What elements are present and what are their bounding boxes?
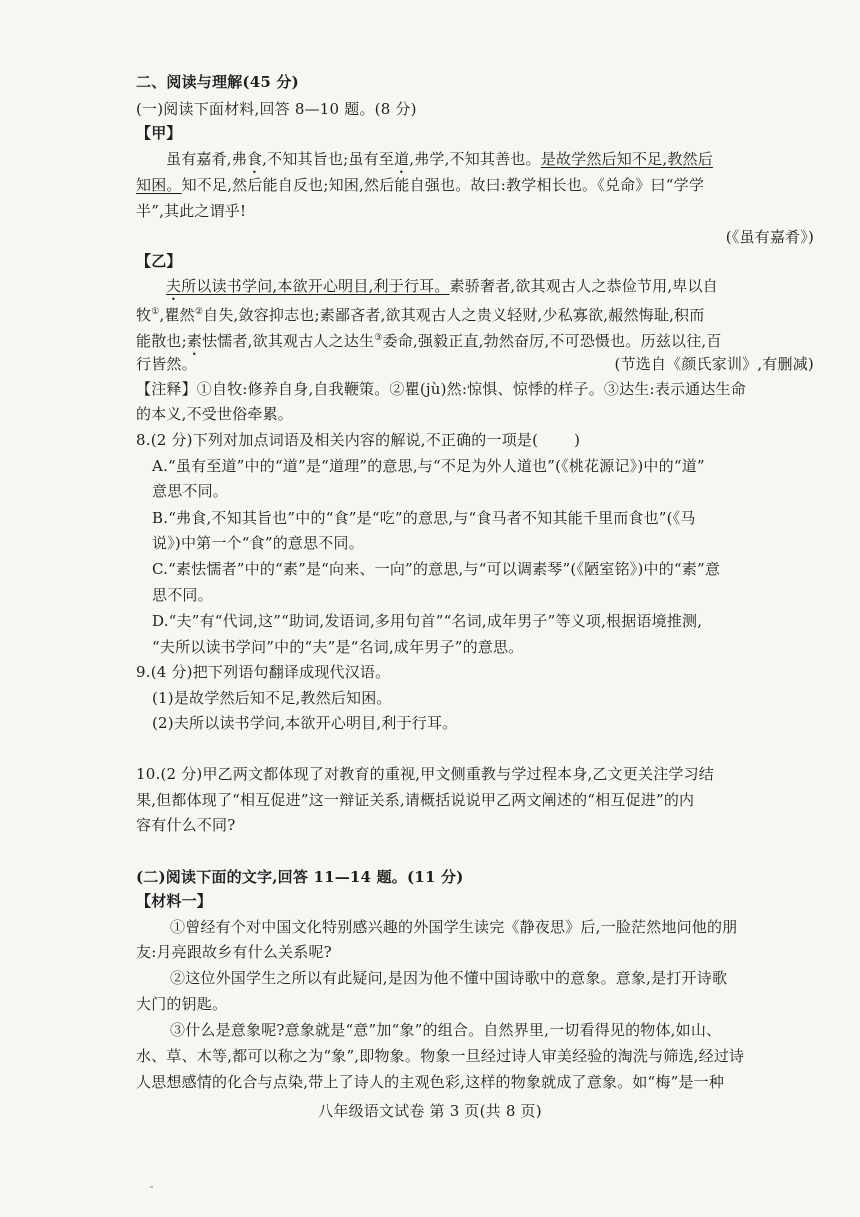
section-heading: 二、阅读与理解(45 分)	[136, 73, 299, 91]
yi-source: (节选自《颜氏家训》,有删减)	[614, 355, 814, 373]
yi-line-4: 行皆然。	[136, 355, 197, 373]
m1-p2-line-1: ②这位外国学生之所以有此疑问,是因为他不懂中国诗歌中的意象。意象,是打开诗歌	[170, 969, 728, 987]
q8-option-d: D.“夫”有“代词,这”“助词,发语词,多用句首”“名词,成年男子”等义项,根据语境推测,	[152, 612, 703, 630]
q8-option-c: C.“素怯懦者”中的“素”是“向来、一向”的意思,与“可以调素琴”(《陋室铭》)中的“素”意	[152, 560, 721, 578]
q10-line-1: 10.(2 分)甲乙两文都体现了对教育的重视,甲文侧重教与学过程本身,乙文更关注学习结	[136, 765, 715, 783]
part1-intro: (一)阅读下面材料,回答 8—10 题。(8 分)	[136, 100, 417, 118]
m1-p1-line-1: ①曾经有个对中国文化特别感兴趣的外国学生读完《静夜思》后,一脸茫然地问他的朋	[170, 918, 738, 936]
jia-line-2: 知困。知不足,然后能自反也;知困,然后能自强也。故曰:教学相长也。《兑命》曰“学学	[136, 176, 705, 194]
jia-label: 【甲】	[136, 124, 182, 142]
q8-option-b: B.“弗食,不知其旨也”中的“食”是“吃”的意思,与“食马者不知其能千里而食也”(《马	[152, 509, 696, 527]
q8-option-c-cont: 思不同。	[152, 586, 213, 604]
notes-line-1: 【注释】①自牧:修养自身,自我鞭策。②瞿(jù)然:惊惧、惊悸的样子。③达生:表示通达生命	[136, 380, 746, 398]
q9-sentence-1: (1)是故学然后知不足,教然后知困。	[152, 689, 392, 707]
m1-p1-line-2: 友:月亮跟故乡有什么关系呢?	[136, 943, 332, 961]
jia-line-1: 虽有嘉肴,弗食,不知其旨也;虽有至道,弗学,不知其善也。是故学然后知不足,教然后	[166, 150, 713, 168]
part2-intro: (二)阅读下面的文字,回答 11—14 题。(11 分)	[136, 868, 464, 886]
page-footer: 八年级语文试卷 第 3 页(共 8 页)	[318, 1102, 542, 1120]
jia-source: (《虽有嘉肴》)	[725, 228, 814, 246]
yi-line-2: 牧①,瞿然②自失,敛容抑志也;素鄙吝者,欲其观古人之贵义轻财,少私寡欲,赧然悔耻,积而	[136, 306, 705, 324]
notes-line-2: 的本义,不受世俗牵累。	[136, 405, 293, 423]
q10-line-2: 果,但都体现了“相互促进”这一辩证关系,请概括说说甲乙两文阐述的“相互促进”的内	[136, 791, 695, 809]
yi-label: 【乙】	[136, 252, 182, 270]
m1-p3-line-2: 水、草、木等,都可以称之为“象”,即物象。物象一旦经过诗人审美经验的淘洗与筛选,经过诗	[136, 1047, 745, 1065]
material1-label: 【材料一】	[136, 892, 213, 910]
yi-line-3: 能散也;素怯懦者,欲其观古人之达生③委命,强毅正直,勃然奋厉,不可恐慑也。历兹以往,百	[136, 332, 722, 350]
q9-stem: 9.(4 分)把下列语句翻译成现代汉语。	[136, 663, 391, 681]
q9-sentence-2: (2)夫所以读书学问,本欲开心明目,利于行耳。	[152, 714, 458, 732]
q8-option-a: A.“虽有至道”中的“道”是“道理”的意思,与“不足为外人道也”(《桃花源记》)中的“道”	[152, 457, 705, 475]
q8-option-d-cont: “夫所以读书学问”中的“夫”是“名词,成年男子”的意思。	[152, 638, 524, 656]
q8-option-a-cont: 意思不同。	[152, 482, 229, 500]
jia-line-3: 半”,其此之谓乎!	[136, 202, 247, 220]
q8-option-b-cont: 说》)中第一个“食”的意思不同。	[152, 534, 364, 552]
yi-line-1: 夫所以读书学问,本欲开心明目,利于行耳。素骄奢者,欲其观古人之恭俭节用,卑以自	[166, 277, 718, 295]
m1-p2-line-2: 大门的钥匙。	[136, 995, 228, 1013]
m1-p3-line-1: ③什么是意象呢?意象就是“意”加“象”的组合。自然界里,一切看得见的物体,如山、	[170, 1021, 722, 1039]
q10-line-3: 容有什么不同?	[136, 816, 236, 834]
scan-speck	[150, 1186, 153, 1188]
m1-p3-line-3: 人思想感情的化合与点染,带上了诗人的主观色彩,这样的物象就成了意象。如“梅”是一种	[136, 1073, 725, 1091]
q8-stem: 8.(2 分)下列对加点词语及相关内容的解说,不正确的一项是( )	[136, 431, 581, 449]
